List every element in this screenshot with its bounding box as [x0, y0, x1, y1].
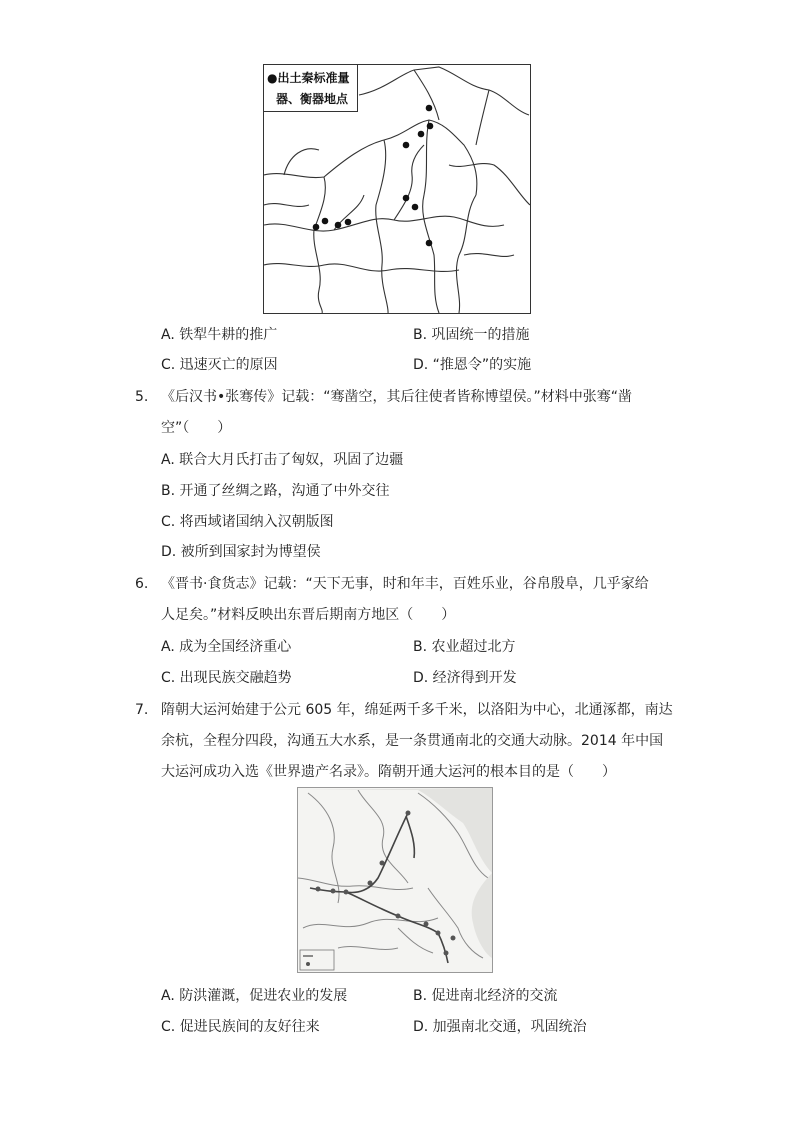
q5-option-d[interactable]: D. 被所到国家封为博望侯: [161, 544, 321, 560]
q6-option-c[interactable]: C. 出现民族交融趋势: [161, 670, 292, 686]
q6-option-d[interactable]: D. 经济得到开发: [413, 670, 517, 686]
q7-number: 7.: [135, 702, 149, 718]
qin-measures-map: [263, 64, 531, 314]
q5-number: 5.: [135, 389, 149, 405]
grand-canal-map: [297, 787, 493, 973]
q7-option-a[interactable]: A. 防洪灌溉，促进农业的发展: [161, 988, 348, 1004]
q7-option-c[interactable]: C. 促进民族间的友好往来: [161, 1019, 320, 1035]
q6-stem-line-2: 人足矣。”材料反映出东晋后期南方地区（ ）: [161, 607, 456, 623]
legend-line-1: ●出土秦标准量: [267, 71, 350, 85]
q4-option-d[interactable]: D. “推恩令”的实施: [413, 357, 532, 373]
q5-option-b[interactable]: B. 开通了丝绸之路，沟通了中外交往: [161, 483, 390, 499]
q4-option-a[interactable]: A. 铁犁牛耕的推广: [161, 327, 278, 343]
q7-stem-line-2: 余杭，全程分四段，沟通五大水系，是一条贯通南北的交通大动脉。2014 年中国: [161, 733, 664, 749]
q6-stem-line-1: 《晋书·食货志》记载：“天下无事，时和年丰，百姓乐业，谷帛殷阜，几乎家给: [161, 576, 649, 592]
map-legend: [263, 64, 358, 112]
q4-option-c[interactable]: C. 迅速灭亡的原因: [161, 357, 278, 373]
q5-option-c[interactable]: C. 将西域诸国纳入汉朝版图: [161, 514, 334, 530]
q7-option-b[interactable]: B. 促进南北经济的交流: [413, 988, 558, 1004]
q5-stem-line-2: 空”（ ）: [161, 420, 232, 436]
q5-stem-line-1: 《后汉书•张骞传》记载：“骞凿空，其后往使者皆称博望侯。”材料中张骞“凿: [161, 389, 633, 405]
q7-stem-line-1: 隋朝大运河始建于公元 605 年，绵延两千多千米，以洛阳为中心，北通涿都，南达: [161, 702, 673, 718]
legend-line-2: 器、衡器地点: [276, 92, 349, 106]
q7-stem-line-3: 大运河成功入选《世界遗产名录》。隋朝开通大运河的根本目的是（ ）: [161, 764, 616, 780]
q7-option-d[interactable]: D. 加强南北交通，巩固统治: [413, 1019, 587, 1035]
canal-map-drawing: [298, 788, 492, 972]
q6-option-a[interactable]: A. 成为全国经济重心: [161, 639, 292, 655]
q6-option-b[interactable]: B. 农业超过北方: [413, 639, 516, 655]
q5-option-a[interactable]: A. 联合大月氏打击了匈奴，巩固了边疆: [161, 452, 404, 468]
q6-number: 6.: [135, 576, 149, 592]
q4-option-b[interactable]: B. 巩固统一的措施: [413, 327, 530, 343]
